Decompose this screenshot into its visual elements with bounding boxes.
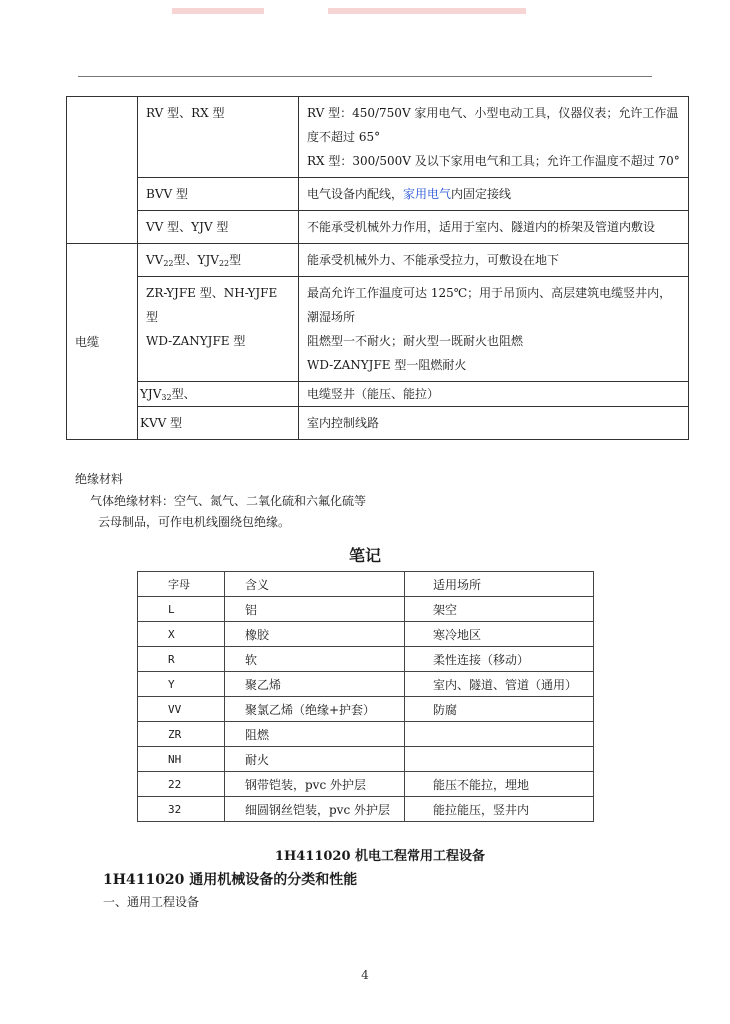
table-row	[67, 277, 689, 382]
letter-cell: 32	[138, 797, 225, 822]
cable-desc: RV 型：450/750V 家用电气、小型电动工具，仪器仪表；允许工作温度不超过 65°	[307, 106, 679, 144]
table-row	[67, 178, 689, 211]
meaning-cell: 聚氯乙烯（绝缘+护套）	[225, 697, 405, 722]
usage-cell: 能拉能压，竖井内	[405, 797, 594, 822]
table-row	[138, 672, 594, 697]
subsection-item: 一、通用工程设备	[103, 895, 200, 909]
letter-cell: X	[138, 622, 225, 647]
cable-desc: 内固定接线	[451, 187, 512, 201]
table-row	[67, 97, 689, 178]
cable-type-cell	[138, 211, 299, 244]
usage-cell: 能压不能拉，埋地	[405, 772, 594, 797]
subscript: 32	[161, 393, 172, 402]
letter-cell: 22	[138, 772, 225, 797]
table-row	[67, 382, 689, 407]
letter-cell: Y	[138, 672, 225, 697]
cable-type: BVV 型	[146, 187, 188, 201]
insulation-title: 绝缘材料	[75, 472, 124, 486]
table-row	[138, 772, 594, 797]
table-row	[138, 647, 594, 672]
cable-desc: WD-ZANYJFE 型一阻燃耐火	[307, 358, 467, 372]
cable-type: 型、YJV	[173, 253, 219, 267]
usage-cell: 寒冷地区	[405, 622, 594, 647]
cable-desc-cell	[299, 407, 689, 440]
cable-type: WD-ZANYJFE 型	[146, 334, 246, 348]
cable-desc-cell	[299, 97, 689, 178]
category-cell-empty	[67, 97, 138, 244]
table-row	[138, 697, 594, 722]
meaning-cell: 钢带铠装，pvc 外护层	[225, 772, 405, 797]
header-rule	[78, 76, 652, 77]
cable-type-cell	[138, 407, 299, 440]
usage-cell	[405, 722, 594, 747]
table-row	[67, 211, 689, 244]
table-row	[138, 797, 594, 822]
usage-cell: 室内、隧道、管道（通用）	[405, 672, 594, 697]
letter-cell: NH	[138, 747, 225, 772]
cable-desc: RX 型：300/500V 及以下家用电气和工具；允许工作温度不超过 70°	[307, 154, 680, 168]
cable-type: 型	[229, 253, 242, 267]
cable-type-cell	[138, 244, 299, 277]
meaning-cell: 耐火	[225, 747, 405, 772]
usage-cell: 架空	[405, 597, 594, 622]
meaning-cell: 含义	[225, 572, 405, 597]
meaning-cell: 聚乙烯	[225, 672, 405, 697]
subscript: 22	[218, 259, 230, 268]
notes-header-row	[138, 572, 594, 597]
cable-desc: 阻燃型一不耐火；耐火型一既耐火也阻燃	[307, 334, 524, 348]
cable-type: YJV	[140, 387, 162, 401]
page-number: 4	[361, 968, 369, 982]
table-row	[67, 244, 689, 277]
cable-type-table	[66, 96, 689, 440]
notes-title: 笔记	[348, 546, 381, 565]
table-row	[138, 722, 594, 747]
usage-cell: 适用场所	[405, 572, 594, 597]
insulation-line: 气体绝缘材料：空气、氮气、二氧化硫和六氟化硫等	[90, 494, 367, 508]
cable-type-cell	[138, 277, 299, 382]
table-row	[67, 407, 689, 440]
meaning-cell: 细圆钢丝铠装，pvc 外护层	[225, 797, 405, 822]
cable-type: ZR-YJFE 型、NH-YJFE 型	[146, 286, 278, 324]
usage-cell: 柔性连接（移动）	[405, 647, 594, 672]
link-household-appliance[interactable]: 家用电气	[403, 187, 452, 201]
cable-type: RV 型、RX 型	[146, 106, 225, 120]
cable-type: VV	[146, 253, 164, 267]
subscript: 22	[163, 259, 174, 268]
header-artifact	[328, 8, 526, 14]
cable-desc: 最高允许工作温度可达 125℃；用于吊顶内、高层建筑电缆竖井内，潮湿场所	[307, 286, 672, 324]
cable-desc: 能承受机械外力、不能承受拉力，可敷设在地下	[307, 253, 560, 267]
cable-type: 型、	[171, 387, 196, 401]
table-row	[138, 747, 594, 772]
insulation-line: 云母制品，可作电机线圈绕包绝缘。	[98, 515, 291, 529]
letter-cell: R	[138, 647, 225, 672]
letter-cell: ZR	[138, 722, 225, 747]
subsection-heading: 1H411020 通用机械设备的分类和性能	[103, 872, 358, 888]
cable-desc-cell	[299, 277, 689, 382]
meaning-cell: 软	[225, 647, 405, 672]
letter-cell: VV	[138, 697, 225, 722]
usage-cell	[405, 747, 594, 772]
cable-desc-cell	[299, 382, 689, 407]
header-artifact	[172, 8, 264, 14]
usage-cell: 防腐	[405, 697, 594, 722]
cable-desc: 不能承受机械外力作用，适用于室内、隧道内的桥架及管道内敷设	[307, 220, 656, 234]
cable-desc: 室内控制线路	[307, 416, 380, 430]
letter-cell: 字母	[138, 572, 225, 597]
cable-type-cell	[138, 178, 299, 211]
cable-desc-cell	[299, 178, 689, 211]
meaning-cell: 铝	[225, 597, 405, 622]
category-cell	[67, 244, 138, 440]
category-label: 电缆	[75, 334, 100, 349]
cable-desc: 电缆竖井（能压、能拉）	[307, 387, 440, 401]
meaning-cell: 阻燃	[225, 722, 405, 747]
section-heading: 1H411020 机电工程常用工程设备	[274, 849, 486, 864]
cable-type-cell	[138, 382, 299, 407]
table-row	[138, 622, 594, 647]
cable-desc: 电气设备内配线，	[307, 187, 404, 201]
cable-desc-cell	[299, 211, 689, 244]
table-row	[138, 597, 594, 622]
meaning-cell: 橡胶	[225, 622, 405, 647]
cable-type-cell	[138, 97, 299, 178]
letter-cell: L	[138, 597, 225, 622]
cable-type: VV 型、YJV 型	[146, 220, 229, 234]
cable-desc-cell	[299, 244, 689, 277]
cable-type: KVV 型	[140, 416, 183, 430]
notes-table	[137, 571, 594, 822]
